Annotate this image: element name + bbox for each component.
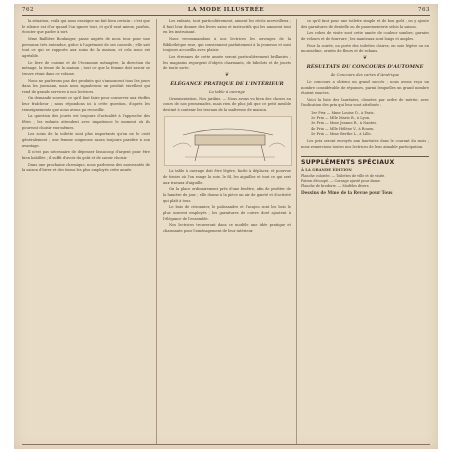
column-1 xyxy=(22,19,150,444)
paragraph: Il n'est pas nécessaire de dépenser beaucoup d'argent pour être bien habillée ; il suffit d'avoir du goût et de savoir choisir. xyxy=(22,150,150,160)
supplements-footer: Dessins de Mme de la Revue pour Tous xyxy=(301,190,393,196)
ornament-divider: ❦ xyxy=(362,55,368,62)
supplements-box xyxy=(301,156,429,196)
section-title: ÉLÉGANCE PRATIQUE DE L'INTÉRIEUR xyxy=(170,80,284,87)
paragraph: Nous recommandons à nos lectrices les ouvrages de la Bibliothèque rose, qui conviennent parfaitement à la jeunesse et sont toujours accueillis avec plaisir. xyxy=(163,36,291,53)
paragraph: Les soins de la toilette sont plus importants qu'on ne le croit généralement ; une femme soigneuse saura toujours paraître à son avantage. xyxy=(22,132,150,148)
column-divider xyxy=(296,19,297,444)
supplement-line: Planche coloriée. — Toilettes de ville et de visite. xyxy=(301,174,386,179)
paragraph: Les enfants, tout particulièrement, aiment les récits merveilleux ; il faut leur donner des livres sains et instructifs qui les amusent tout en les instruisant. xyxy=(163,19,291,35)
paragraph: Dans une prochaine chronique, nous parlerons des nouveautés de la saison d'hiver et des tissus les plus employés cette année. xyxy=(22,162,150,173)
section-subtitle: La table à ouvrage xyxy=(209,89,245,95)
paragraph: Nos lectrices trouveront dans ce modèle une idée pratique et charmante pour l'aménagement de leur intérieur. xyxy=(163,223,291,233)
worktable-illustration xyxy=(164,116,292,166)
paragraph: Les robes de visite sont cette année de couleur sombre, garnies de velours et de fourrure ; les manteaux sont longs et amples. xyxy=(301,31,429,41)
page-number-right: 763 xyxy=(418,7,430,13)
paragraph: Le concours a obtenu un grand succès ; nous avons reçu un nombre considérable de réponses, parmi lesquelles un grand nombre étaient exactes. xyxy=(301,79,429,96)
paragraph: On la place ordinairement près d'une fenêtre, afin de profiter de la lumière du jour ; elle donne à la pièce un air de gaieté et d'activité qui plaît à tous. xyxy=(163,187,291,203)
page-number-left: 762 xyxy=(22,7,34,13)
ornament-divider: ❦ xyxy=(224,71,230,78)
column-divider xyxy=(156,19,157,444)
paragraph: Nous ne parlerons pas des produits qui s'annoncent tous les jours dans les journaux, mais nous signalerons un produit excellent qui rend de grands services à nos lectrices. xyxy=(22,78,150,94)
column-2 xyxy=(163,19,291,236)
paragraph: la situation, voilà qui nous enseigne un fait bien certain : c'est que le silence est d'or quand l'on ignore tout, et qu'il vaut mieux, parfois, écouter que parler à tort. xyxy=(22,19,150,35)
header-rule xyxy=(22,15,430,16)
column-3 xyxy=(301,19,429,196)
paragraph: La question des jouets est toujours d'actualité à l'approche des fêtes ; les enfants attendent avec impatience le moment où ils pourront choisir eux-mêmes. xyxy=(22,114,150,130)
results-title: RÉSULTATS DU CONCOURS D'AUTOMNE xyxy=(306,63,424,70)
paragraph: Le livre de cuisine et de l'économie ménagère, la direction du ménage, la tenue de la maison ; tout ce que la femme doit savoir se trouve réuni dans ce volume. xyxy=(22,60,150,76)
newspaper-page xyxy=(14,4,438,449)
supplements-subtitle: À LA GRANDE ÉDITION xyxy=(301,166,352,172)
paragraph: Pour la soirée, on porte des toilettes claires, en soie légère ou en mousseline, ornées de fleurs et de rubans. xyxy=(301,43,429,54)
bottom-rule xyxy=(22,444,430,445)
results-list xyxy=(301,111,429,137)
list-item: 2e Prix — Mlle Marie B., à Lyon. xyxy=(311,116,371,121)
paragraph: Le bois de citronnier, le palissandre et l'acajou sont les bois le plus souvent employés ; les garnitures de cuivre doré ajoutent à l'élégance de l'ensemble. xyxy=(163,205,291,221)
paragraph: ce qu'il faut pour une toilette simple et de bon goût ; on y ajoute des garnitures de dentelle ou de passementerie selon la saison. xyxy=(301,19,429,29)
supplements-title: SUPPLÉMENTS SPÉCIAUX xyxy=(301,159,395,167)
paragraph: La table à ouvrage doit être légère, facile à déplacer, et pourvue de tiroirs où l'on range la soie, le fil, les aiguilles et tout ce qui sert aux travaux d'aiguille. xyxy=(163,169,291,185)
paragraph: Voici la liste des lauréates, classées par ordre de mérite, avec l'indication des prix qui leur sont attribués : xyxy=(301,97,429,108)
list-item: 1er Prix — Mme Louise D., à Paris. xyxy=(311,111,375,116)
paragraph: Mme Baillière Boulanger, passe auprès de nous tous pour une personne très entendue, grâce à l'agrément de ses conseils ; elle sait tout ce qui se rapporte aux soins de la maison, et cela nous est agréable. xyxy=(22,36,150,58)
paragraph: Ornementation. Nos jardins. — Nous avons vu bien des choses au cours de nos promenades, mais rien de plus joli que ce petit meuble destiné à contenir les travaux de la maîtresse de maison. xyxy=(163,96,291,112)
list-item: 3e Prix — Mme Jeanne R., à Nantes. xyxy=(311,121,378,126)
supplement-line: Patron découpé. — Corsage ajusté pour dame. xyxy=(301,179,381,184)
results-subtitle: 4e Concours des cartes d'Amérique xyxy=(330,72,400,78)
paragraph: On demande souvent ce qu'il faut faire pour conserver aux étoffes leur fraîcheur ; nous répondons ici à cette question, d'après les renseignements que nous avons pu recueillir. xyxy=(22,96,150,112)
masthead-title: LA MODE ILLUSTRÉE xyxy=(187,7,265,13)
list-item: 5e Prix — Mme Berthe L., à Lille. xyxy=(311,131,372,136)
list-item: 4e Prix — Mlle Hélène V., à Rouen. xyxy=(311,126,375,131)
paragraph: Les prix seront envoyés aux lauréates dans le courant du mois ; nous remercions toutes nos lectrices de leur aimable participation. xyxy=(301,139,429,149)
supplement-line: Planche de broderie. — Modèles divers. xyxy=(301,183,370,188)
paragraph: Les étrennes de cette année seront particulièrement brillantes ; les magasins regorgent d'objets charmants, de bibelots et de jouets de toute sorte. xyxy=(163,54,291,71)
